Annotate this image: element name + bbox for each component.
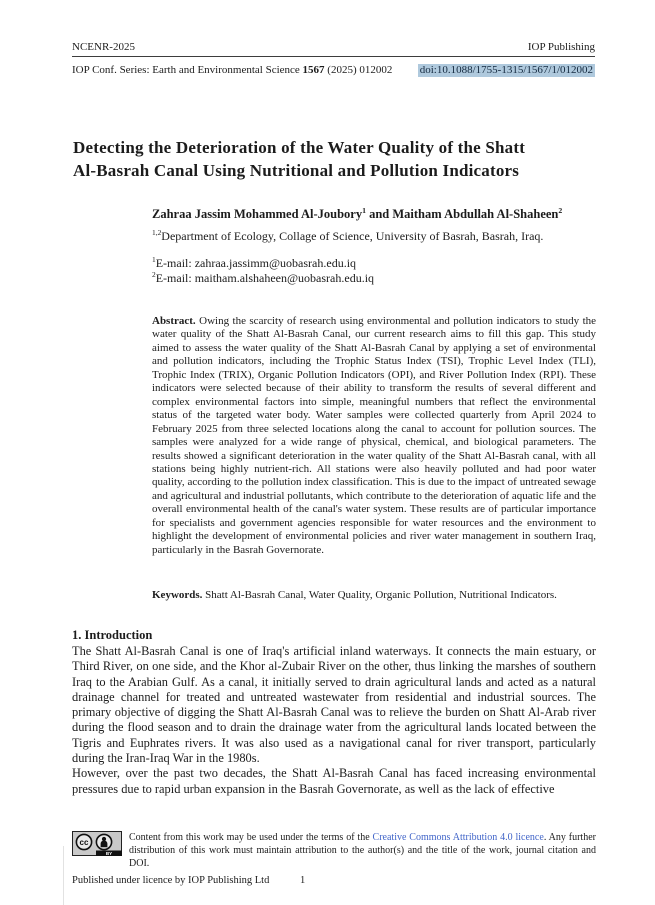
paper-title xyxy=(73,137,603,182)
paper-title-line-1: Detecting the Deterioration of the Water Quality of the Shatt xyxy=(73,138,526,157)
abstract-label: Abstract. xyxy=(152,315,196,327)
license-text-post: . Any further distribution of this work must maintain attribution to the author(s) and the title of the work, journal citation and DOI. xyxy=(129,832,596,869)
email-2-text: E-mail: maitham.alshaheen@uobasrah.edu.iq xyxy=(155,270,375,285)
license-row xyxy=(72,831,596,870)
email-2-superscript: 2 xyxy=(152,269,156,279)
creative-commons-link[interactable]: Creative Commons Attribution 4.0 licence xyxy=(372,832,544,843)
introduction-section xyxy=(72,628,596,797)
license-text-pre: Content from this work may be used under the terms of the xyxy=(129,832,373,843)
intro-paragraph-1: The Shatt Al-Basrah Canal is one of Iraq's artificial inland waterways. It connects the main estuary, or Third River, on one side, and the Khor al-Zubair River on the other, thus linking the marshes of southern Iraq to the Arabian Gulf. As a canal, it initially served to drain agricultural lands and acted as a natural drainage channel for treated and untreated wastewater from residential and industrial sources. The primary objective of digging the Shatt Al-Basrah Canal was to relieve the burden on Shatt Al-Arab river during the flood season and to drain the drainage water from the agricultural lands located between the Tigris and Euphrates rivers. It was also used as a navigational canal for river transport, particularly during the Iran-Iraq War in the 1980s. xyxy=(72,644,596,766)
license-text xyxy=(129,831,596,870)
author-2-superscript: 2 xyxy=(558,205,563,215)
journal-issue: (2025) 012002 xyxy=(324,64,393,76)
author-1: Zahraa Jassim Mohammed Al-Joubory xyxy=(152,207,363,221)
page-number: 1 xyxy=(300,875,306,886)
email-1-superscript: 1 xyxy=(152,255,156,264)
abstract xyxy=(152,315,596,557)
keywords-line xyxy=(152,589,596,601)
email-1-text: E-mail: zahraa.jassimm@uobasrah.edu.iq xyxy=(155,256,357,270)
cc-glyph: cc xyxy=(79,838,89,847)
author-1-superscript: 1 xyxy=(362,205,366,215)
journal-volume: 1567 xyxy=(302,64,325,76)
cc-by-badge-icon[interactable] xyxy=(72,831,122,856)
page-header xyxy=(72,41,595,77)
author-2: Maitham Abdullah Al-Shaheen xyxy=(392,207,559,221)
abstract-text: Owing the scarcity of research using environmental and pollution indicators to study the water quality of the Shatt Al-Basrah Canal, our current research aims to fill this gap. This study aimed to assess the water quality of the Shatt Al-Basrah Canal by applying a set of environmental and pollution indicators, including the Trophic Status Index (TSI), Trophic Level Index (TLI), Trophic Index (TRIX), Organic Pollution Indicators (OPI), and River Pollution Index (RPI). These indicators were selected because of their ability to transform the results of several different and complex environmental factors into simple, meaningful numbers that reflect the environmental status of the targeted water body. Water samples were collected quarterly from April 2024 to February 2025 from three selected locations along the canal to account for pollution sources. The samples were analyzed for a wide range of physical, chemical, and biological parameters. The results showed a significant deterioration in the water quality of the Shatt Al-Basrah canal, with all stations being highly nutrient-rich. All stations were also heavily polluted and had poor water quality, according to the pollution index classification. This is due to the impact of untreated sewage and agricultural and industrial pollutants, which contribute to the deterioration of aquatic life and the overall environmental health of the canal's water system. These results are of particular importance for specialists and government agencies responsible for water resources and the environment to highlight the development of environmental policies and river water management in southern Iraq, particularly in the Basrah Governorate. xyxy=(152,315,597,556)
published-under-licence: Published under licence by IOP Publishing Ltd xyxy=(72,875,270,886)
authors-line xyxy=(152,207,602,222)
email-line-2 xyxy=(152,271,602,286)
journal-citation xyxy=(72,64,392,77)
conference-id: NCENR-2025 xyxy=(72,41,135,53)
doi-link[interactable]: doi:10.1088/1755-1315/1567/1/012002 xyxy=(419,64,593,76)
header-row-1 xyxy=(72,41,595,54)
header-row-2 xyxy=(72,64,595,77)
keywords-text: Shatt Al-Basrah Canal, Water Quality, Organic Pollution, Nutritional Indicators. xyxy=(205,589,557,601)
published-row xyxy=(72,874,596,887)
header-divider xyxy=(72,56,595,57)
intro-paragraph-2: However, over the past two decades, the Shatt Al-Basrah Canal has faced increasing environmental pressures due to rapid urban expansion in the Basrah Governorate, as well as the lack of effective xyxy=(72,766,596,796)
publisher-name: IOP Publishing xyxy=(527,41,595,53)
affiliation-text: Department of Ecology, Collage of Science, University of Basrah, Basrah, Iraq. xyxy=(161,229,544,243)
section-heading-introduction: 1. Introduction xyxy=(72,628,153,642)
email-line-1 xyxy=(152,256,602,271)
authors-separator: and xyxy=(365,207,393,221)
page-footer xyxy=(72,831,596,887)
page-edge-artifact xyxy=(63,846,64,905)
email-block xyxy=(152,256,602,285)
paper-title-line-2: Al-Basrah Canal Using Nutritional and Pollution Indicators xyxy=(73,160,520,180)
keywords-label: Keywords. xyxy=(152,589,203,601)
affiliation-superscript: 1,2 xyxy=(152,228,162,237)
by-glyph: BY xyxy=(105,851,113,856)
affiliation-line xyxy=(152,229,602,244)
journal-name: IOP Conf. Series: Earth and Environmental Science xyxy=(72,64,303,76)
